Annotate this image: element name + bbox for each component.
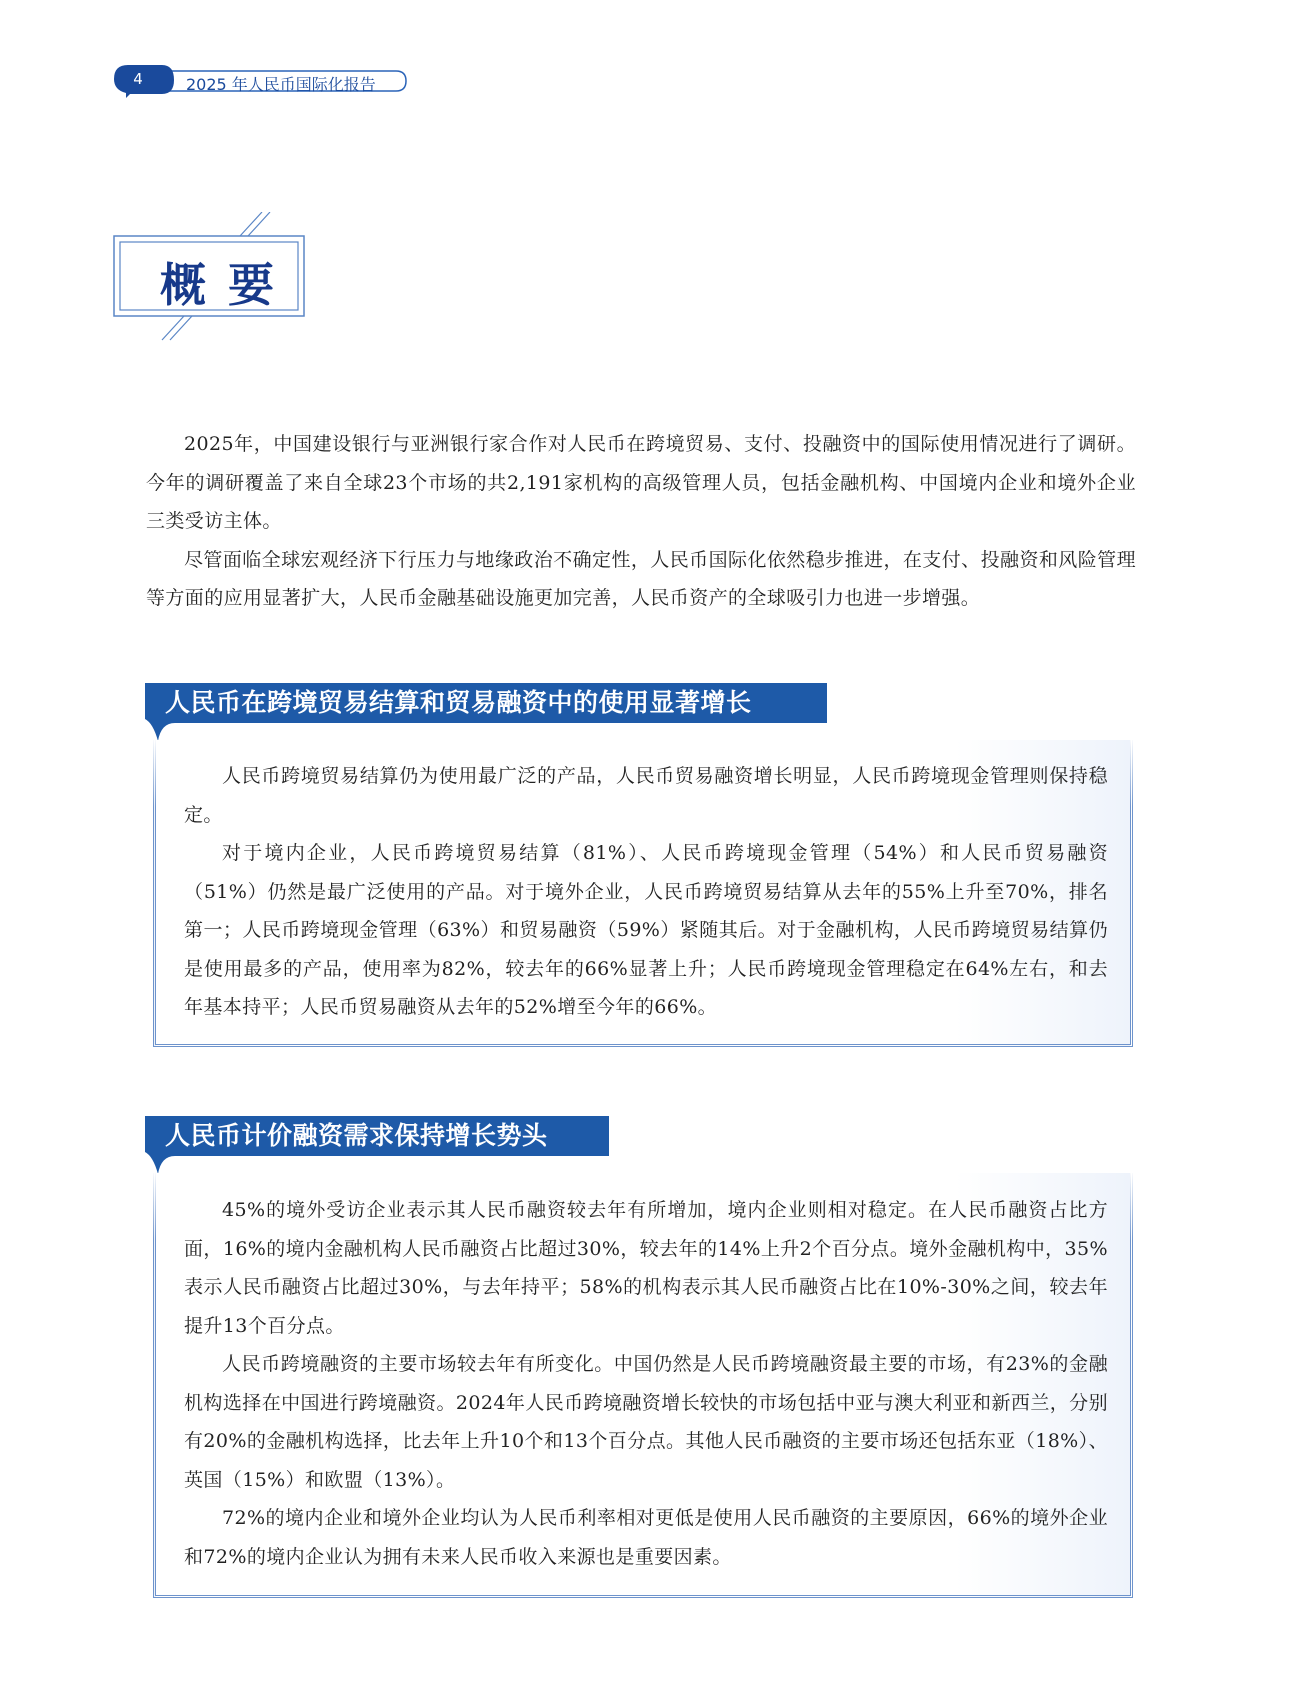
section-paragraph: 72%的境内企业和境外企业均认为人民币利率相对更低是使用人民币融资的主要原因，66%的境外企业和72%的境内企业认为拥有未来人民币收入来源也是重要因素。 (184, 1507, 1108, 1568)
overview-paragraph: 尽管面临全球宏观经济下行压力与地缘政治不确定性，人民币国际化依然稳步推进，在支付、投融资和风险管理等方面的应用显著扩大，人民币金融基础设施更加完善，人民币资产的全球吸引力也进一步增强。 (146, 548, 1136, 609)
section-heading-financing-demand (145, 1116, 1145, 1176)
overview-body (146, 425, 1136, 618)
overview-paragraph: 2025年，中国建设银行与亚洲银行家合作对人民币在跨境贸易、支付、投融资中的国际使用情况进行了调研。今年的调研覆盖了来自全球23个市场的共2,191家机构的高级管理人员，包括金融机构、中国境内企业和境外企业三类受访主体。 (146, 433, 1136, 532)
section-heading-trade-settlement (145, 683, 1145, 743)
section-title: 人民币计价融资需求保持增长势头 (165, 1121, 548, 1150)
report-title: 2025 年人民币国际化报告 (186, 75, 376, 94)
section-paragraph: 人民币跨境贸易结算仍为使用最广泛的产品，人民币贸易融资增长明显，人民币跨境现金管理则保持稳定。 (184, 765, 1108, 826)
section-paragraph: 45%的境外受访企业表示其人民币融资较去年有所增加，境内企业则相对稳定。在人民币融资占比方面，16%的境内金融机构人民币融资占比超过30%，较去年的14%上升2个百分点。境外金融机构中，35%表示人民币融资占比超过30%，与去年持平；58%的机构表示其人民币融资占比在10%-30%之间，较去年提升13个百分点。 (184, 1199, 1108, 1337)
section-box-financing-demand (153, 1173, 1133, 1598)
section-box-trade-settlement (153, 740, 1133, 1047)
section-title: 人民币在跨境贸易结算和贸易融资中的使用显著增长 (165, 688, 752, 717)
section-paragraph: 人民币跨境融资的主要市场较去年有所变化。中国仍然是人民币跨境融资最主要的市场，有23%的金融机构选择在中国进行跨境融资。2024年人民币跨境融资增长较快的市场包括中亚与澳大利亚和新西兰，分别有20%的金融机构选择，比去年上升10个和13个百分点。其他人民币融资的主要市场还包括东亚（18%）、英国（15%）和欧盟（13%）。 (184, 1353, 1108, 1491)
section-paragraph: 对于境内企业，人民币跨境贸易结算（81%）、人民币跨境现金管理（54%）和人民币贸易融资（51%）仍然是最广泛使用的产品。对于境外企业，人民币跨境贸易结算从去年的55%上升至70%，排名第一；人民币跨境现金管理（63%）和贸易融资（59%）紧随其后。对于金融机构，人民币跨境贸易结算仍是使用最多的产品，使用率为82%，较去年的66%显著上升；人民币跨境现金管理稳定在64%左右，和去年基本持平；人民币贸易融资从去年的52%增至今年的66%。 (184, 842, 1108, 1018)
page-number: 4 (133, 70, 143, 88)
overview-title: 概要 (160, 258, 296, 312)
